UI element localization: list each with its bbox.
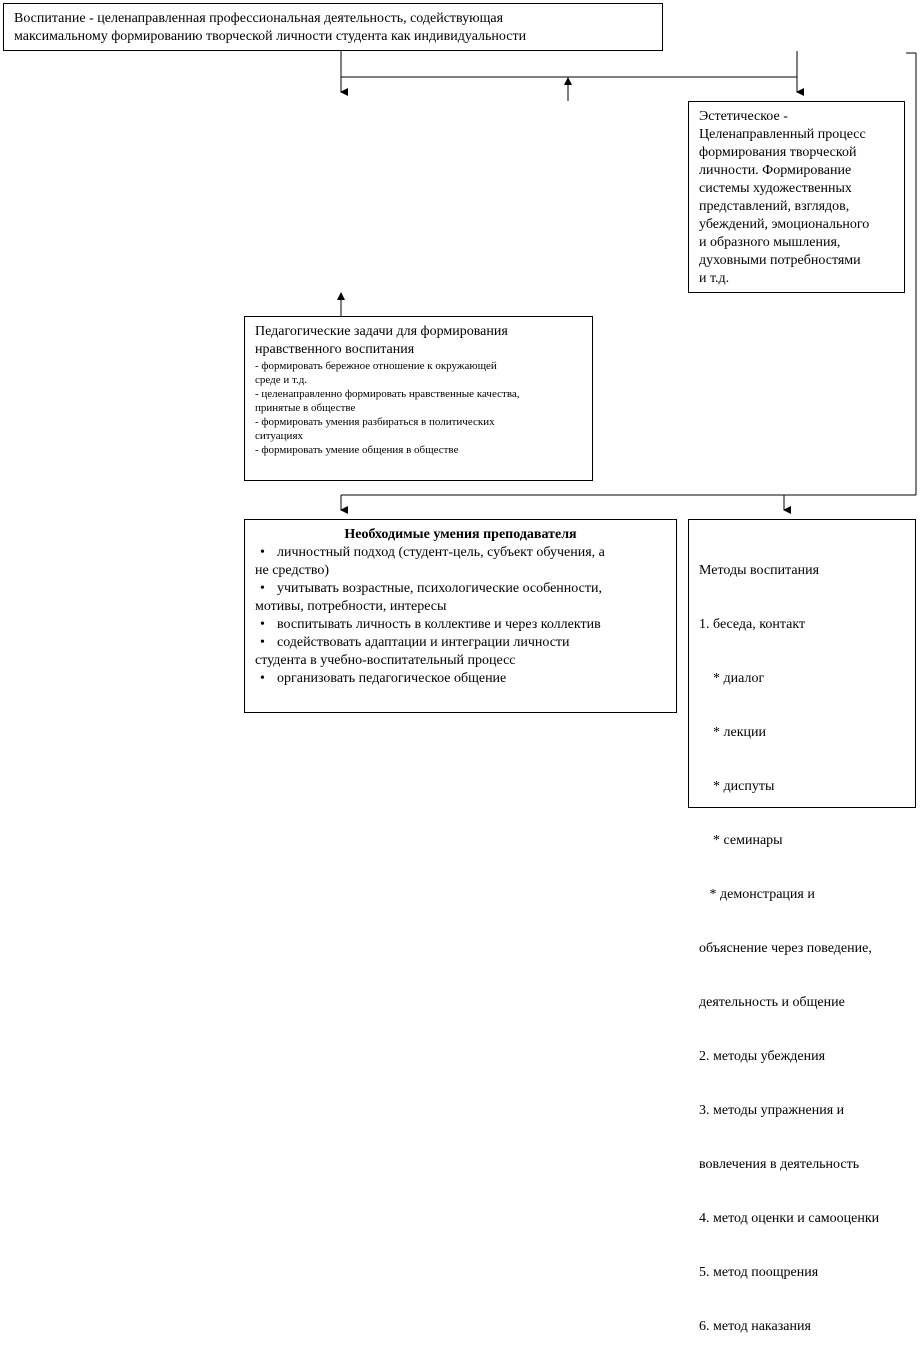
methods-line: * семинары	[699, 833, 783, 848]
teacher-skill-item	[255, 616, 666, 634]
methods-line: деятельность и общение	[699, 995, 845, 1010]
bullet-icon: •	[260, 671, 265, 686]
teacher-skill-continuation: мотивы, потребности, интересы	[255, 599, 447, 614]
teacher-skills-box	[244, 519, 677, 713]
aesthetic-line: и т.д.	[699, 271, 730, 286]
methods-line: * лекции	[699, 725, 766, 740]
upbringing-definition-box	[3, 3, 663, 51]
bullet-icon: •	[260, 617, 265, 632]
teacher-skill-continuation: не средство)	[255, 563, 330, 578]
pedagogical-task-line: - целенаправленно формировать нравственные качества,	[255, 388, 520, 400]
teacher-skill-text: воспитывать личность в коллективе и через коллектив	[277, 617, 601, 632]
aesthetic-line: системы художественных	[699, 181, 852, 196]
upbringing-definition-line-2: максимальному формированию творческой личности студента как индивидуальности	[14, 29, 527, 44]
pedagogical-title-line-2: нравственного воспитания	[255, 342, 415, 357]
aesthetic-line: убеждений, эмоционального	[699, 217, 870, 232]
teacher-skill-item	[255, 634, 666, 670]
upbringing-definition-line-1: Воспитание - целенаправленная профессиональная деятельность, содействующая	[14, 11, 504, 26]
aesthetic-upbringing-box	[688, 101, 905, 293]
methods-line: 2. методы убеждения	[699, 1049, 826, 1064]
bullet-icon: •	[260, 545, 265, 560]
methods-line: Методы воспитания	[699, 563, 820, 578]
methods-line: вовлечения в деятельность	[699, 1157, 860, 1172]
bullet-icon: •	[260, 581, 265, 596]
teacher-skill-text: содействовать адаптации и интеграции личности	[277, 635, 570, 650]
methods-line: 5. метод поощрения	[699, 1265, 819, 1280]
pedagogical-title-line-1: Педагогические задачи для формирования	[255, 324, 508, 339]
methods-line: 3. методы упражнения и	[699, 1103, 845, 1118]
aesthetic-line: личности. Формирование	[699, 163, 852, 178]
teacher-skill-text: личностный подход (студент-цель, субъект обучения, а	[277, 545, 605, 560]
aesthetic-line: духовными потребностями	[699, 253, 861, 268]
pedagogical-task-line: среде и т.д.	[255, 374, 308, 386]
pedagogical-task-line: принятые в обществе	[255, 402, 356, 414]
methods-line: * диспуты	[699, 779, 775, 794]
aesthetic-line: формирования творческой	[699, 145, 857, 160]
methods-line: объяснение через поведение,	[699, 941, 872, 956]
upbringing-methods-box	[688, 519, 916, 1334]
bullet-icon: •	[260, 635, 265, 650]
teacher-skill-text: учитывать возрастные, психологические особенности,	[277, 581, 602, 596]
teacher-skill-item	[255, 544, 666, 580]
arrow-up-middle	[564, 77, 572, 85]
aesthetic-line: Эстетическое -	[699, 109, 788, 124]
pedagogical-tasks-box	[244, 316, 593, 481]
pedagogical-task-line: - формировать умение общения в обществе	[255, 444, 459, 456]
pedagogical-task-line: - формировать бережное отношение к окружающей	[255, 360, 497, 372]
teacher-skill-item	[255, 670, 666, 688]
teacher-skills-title: Необходимые умения преподавателя	[344, 527, 577, 542]
methods-line: 6. метод наказания	[699, 1319, 811, 1334]
arrow-up-pedagogical	[337, 292, 345, 300]
teacher-skill-text: организовать педагогическое общение	[277, 671, 507, 686]
teacher-skill-item	[255, 580, 666, 616]
aesthetic-line: и образного мышления,	[699, 235, 841, 250]
methods-line: 1. беседа, контакт	[699, 617, 806, 632]
methods-line: 4. метод оценки и самооценки	[699, 1211, 880, 1226]
aesthetic-line: Целенаправленный процесс	[699, 127, 866, 142]
pedagogical-task-line: ситуациях	[255, 430, 304, 442]
pedagogical-task-line: - формировать умения разбираться в политических	[255, 416, 495, 428]
teacher-skills-list	[255, 544, 666, 688]
aesthetic-line: представлений, взглядов,	[699, 199, 850, 214]
teacher-skill-continuation: студента в учебно-воспитательный процесс	[255, 653, 516, 668]
methods-line: * диалог	[699, 671, 765, 686]
methods-line: * демонстрация и	[699, 887, 815, 902]
